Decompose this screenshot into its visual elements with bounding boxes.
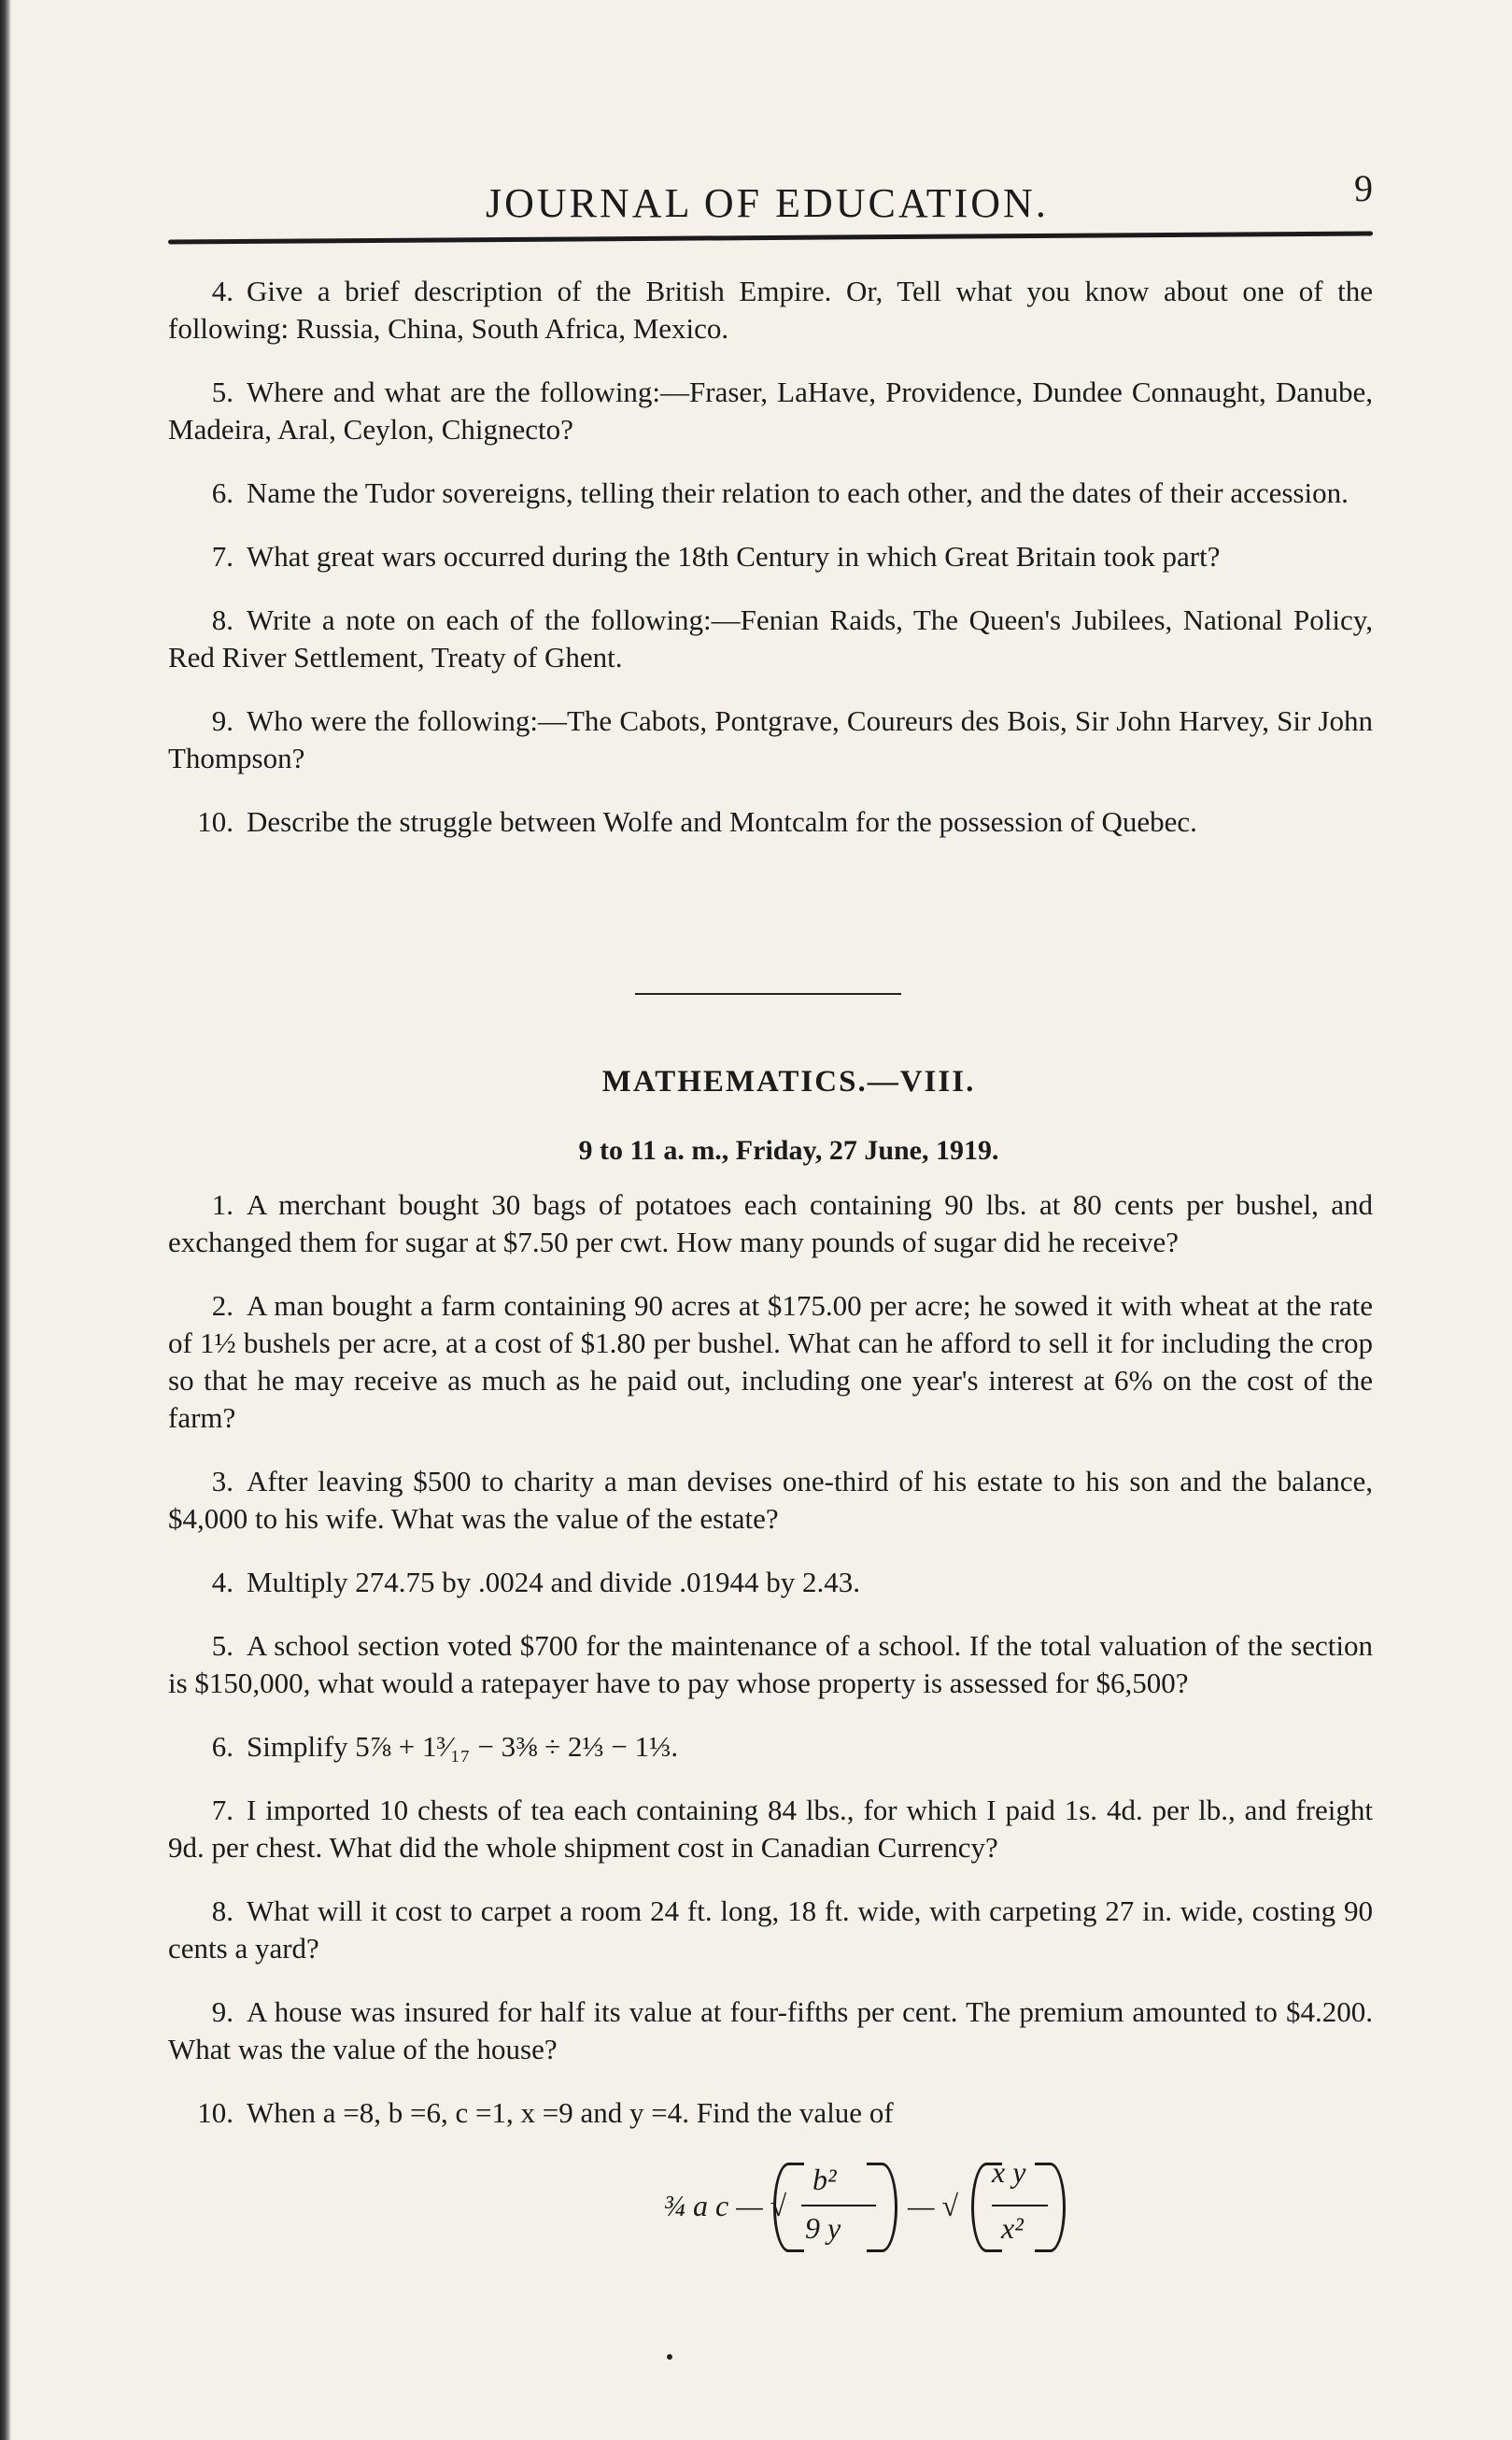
history-questions: [168, 273, 1373, 867]
question-item: 3. After leaving $500 to charity a man devises one-third of his estate to his son and the balance, $4,000 to his wife. What was the value of the estate?: [168, 1465, 1373, 1535]
scan-binding-edge: [0, 0, 11, 2440]
page-header: [168, 159, 1373, 234]
running-title: JOURNAL OF EDUCATION.: [486, 180, 1049, 226]
question-item: 8. What will it cost to carpet a room 24 ft. long, 18 ft. wide, with carpeting 27 in. wide, costing 90 cents a yard?: [168, 1894, 1373, 1965]
formula: [663, 2155, 1055, 2256]
question-item: 6. Simplify 5⅞ + 1³⁄₁₇ − 3⅜ ÷ 2⅓ − 1⅓.: [211, 1730, 679, 1763]
question-item: 2. A man bought a farm containing 90 acres at $175.00 per acre; he sowed it with wheat at the rate of 1½ bushels per acre, at a cost of $1.80 per bushel. What can he afford to sell it for including the crop so that he may receive as much as he paid out, including one year's interest at 6% on the cost of the farm?: [168, 1289, 1373, 1434]
formula-lead: ¾ a c — √: [663, 2189, 787, 2222]
question-item: 10. Describe the struggle between Wolfe and Montcalm for the possession of Quebec.: [197, 805, 1197, 838]
question-item: 1. A merchant bought 30 bags of potatoes each containing 90 lbs. at 80 cents per bushel, and exchanged them for sugar at $7.50 per cwt. How many pounds of sugar did he receive?: [168, 1188, 1373, 1258]
fraction-bar: [801, 2205, 876, 2206]
fraction-denominator: 9 y: [805, 2211, 841, 2245]
question-item: 5. Where and what are the following:—Fraser, LaHave, Providence, Dundee Connaught, Danube, Madeira, Aral, Ceylon, Chignecto?: [168, 376, 1373, 446]
page-number: 9: [1354, 167, 1373, 209]
right-paren: [867, 2163, 897, 2252]
question-item: 7. What great wars occurred during the 18th Century in which Great Britain took part?: [211, 540, 1221, 573]
question-item: 8. Write a note on each of the following:—Fenian Raids, The Queen's Jubilees, National Policy, Red River Settlement, Treaty of Ghent.: [168, 603, 1373, 674]
formula-mid: — √: [908, 2189, 959, 2222]
left-paren: [773, 2163, 804, 2252]
right-paren: [1035, 2163, 1066, 2252]
section-title: MATHEMATICS.—VIII.: [601, 1065, 976, 1099]
ink-speck: [667, 2354, 672, 2360]
section-divider: [635, 993, 901, 995]
fraction-numerator: x y: [992, 2155, 1026, 2189]
question-item: 6. Name the Tudor sovereigns, telling their relation to each other, and the dates of their accession.: [211, 476, 1349, 509]
question-item: 4. Give a brief description of the British Empire. Or, Tell what you know about one of the following: Russia, China, South Africa, Mexico.: [168, 275, 1373, 345]
question-item: 9. A house was insured for half its value at four-fifths per cent. The premium amounted to $4.200. What was the value of the house?: [168, 1995, 1373, 2065]
question-item: 7. I imported 10 chests of tea each containing 84 lbs., for which I paid 1s. 4d. per lb., and freight 9d. per chest. What did the whole shipment cost in Canadian Currency?: [168, 1794, 1373, 1864]
question-item: 5. A school section voted $700 for the maintenance of a school. If the total valuation of the section is $150,000, what would a ratepayer have to pay whose property is assessed for $6,500?: [168, 1629, 1373, 1699]
math-questions: [168, 1186, 1373, 2158]
exam-date: 9 to 11 a. m., Friday, 27 June, 1919.: [578, 1135, 999, 1166]
fraction-denominator: x²: [1001, 2211, 1024, 2245]
question-item: 4. Multiply 274.75 by .0024 and divide .01944 by 2.43.: [211, 1566, 861, 1598]
question-item: 9. Who were the following:—The Cabots, Pontgrave, Coureurs des Bois, Sir John Harvey, Sir John Thompson?: [168, 704, 1373, 774]
fraction-numerator: b²: [813, 2163, 837, 2196]
question-item: 10. When a =8, b =6, c =1, x =9 and y =4. Find the value of: [197, 2096, 894, 2129]
